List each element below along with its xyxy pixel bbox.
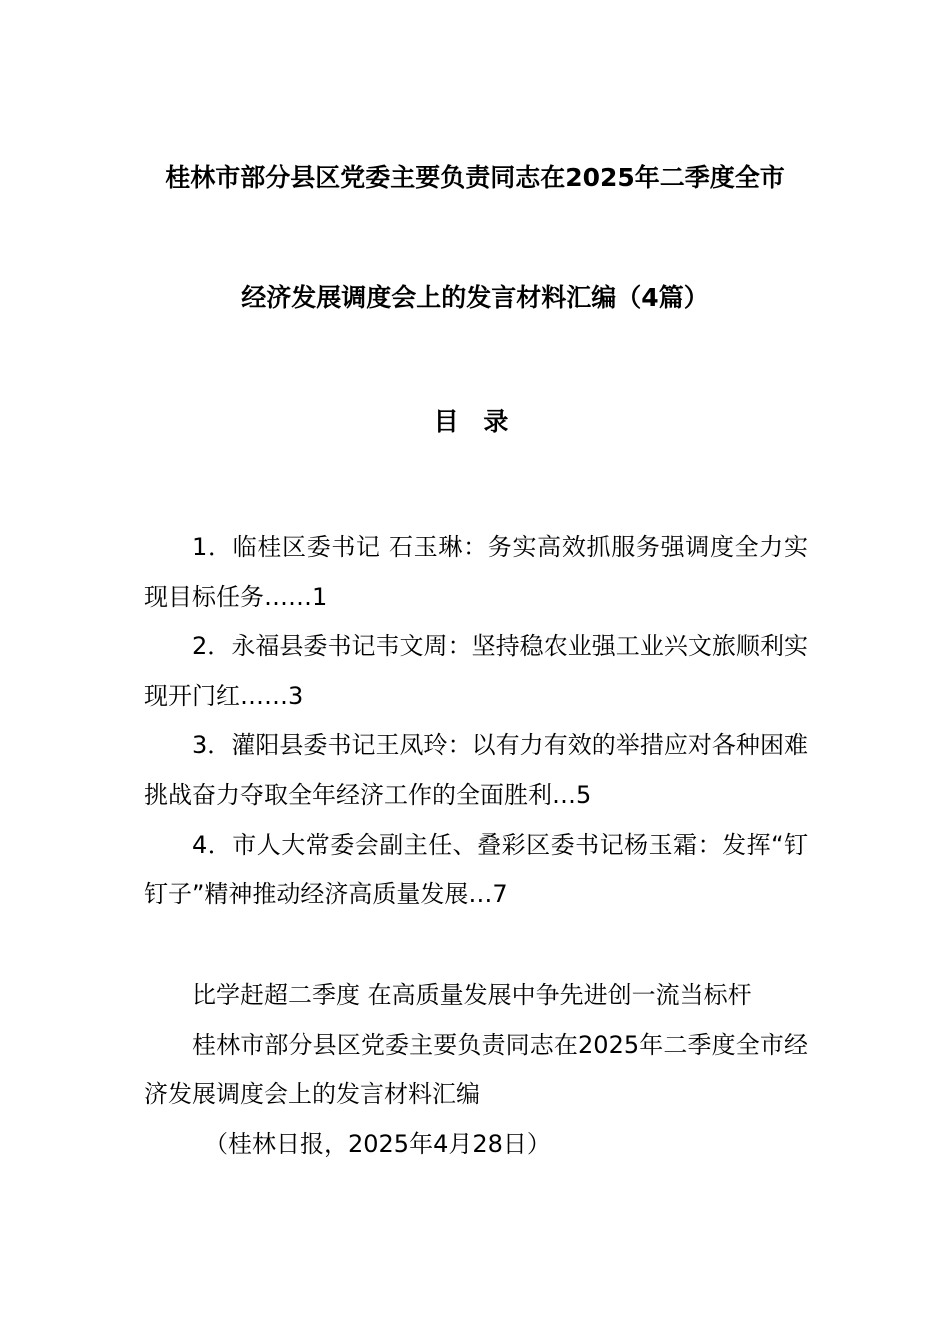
toc-item-2[interactable]: 2．永福县委书记韦文周：坚持稳农业强工业兴文旅顺利实现开门红……3 xyxy=(144,632,808,710)
document-title-line-1: 桂林市部分县区党委主要负责同志在2025年二季度全市 xyxy=(165,163,785,192)
toc-item-3[interactable]: 3．灌阳县委书记王凤玲：以有力有效的举措应对各种困难挑战奋力夺取全年经济工作的全面胜利…5 xyxy=(144,731,808,809)
toc-item-4[interactable]: 4．市人大常委会副主任、叠彩区委书记杨玉霜：发挥“钉钉子”精神推动经济高质量发展…7 xyxy=(144,830,808,909)
toc-item-1[interactable]: 1．临桂区委书记 石玉琳：务实高效抓服务强调度全力实现目标任务……1 xyxy=(144,533,808,611)
source-note: （桂林日报，2025年4月28日） xyxy=(204,1129,551,1158)
table-of-contents xyxy=(144,523,808,920)
article-header xyxy=(144,971,808,1169)
toc-heading: 目 录 xyxy=(433,407,517,436)
section-subtitle: 桂林市部分县区党委主要负责同志在2025年二季度全市经济发展调度会上的发言材料汇编 xyxy=(144,1030,808,1109)
section-title: 比学赶超二季度 在高质量发展中争先进创一流当标杆 xyxy=(192,981,752,1009)
document-title-line-2: 经济发展调度会上的发言材料汇编（4篇） xyxy=(241,283,709,312)
